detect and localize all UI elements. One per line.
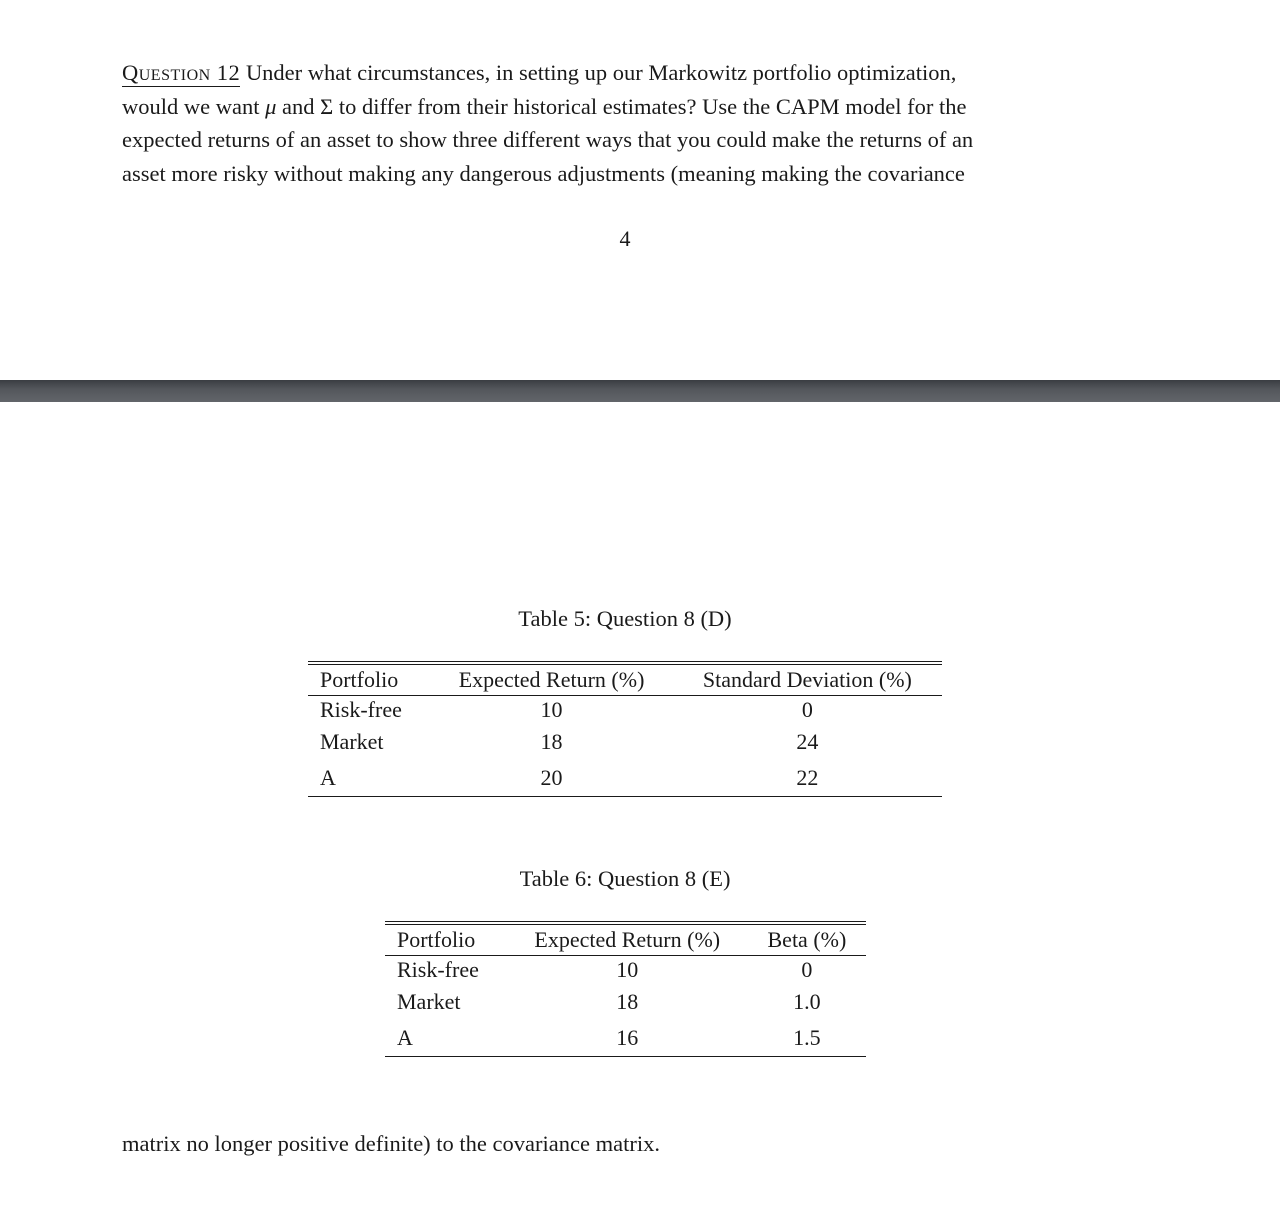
table-cell: Risk-free — [320, 697, 402, 722]
sigma-symbol: Σ — [320, 93, 334, 119]
question-line-3: expected returns of an asset to show three different ways that you could make the returns of an — [122, 127, 974, 152]
table-cell: Risk-free — [397, 957, 479, 982]
table-cell: 22 — [796, 765, 819, 790]
pdf-page-upper — [0, 0, 1280, 380]
question-line-2-pre: would we want — [122, 93, 266, 119]
table-row — [308, 724, 942, 760]
column-header: Portfolio — [308, 663, 430, 696]
table-cell: 24 — [796, 729, 819, 754]
table-cell: Market — [320, 729, 384, 754]
column-header: Expected Return (%) — [430, 663, 672, 696]
table-cell: 10 — [540, 697, 563, 722]
column-header: Beta (%) — [748, 923, 866, 956]
question-label: Question 12 — [122, 60, 241, 85]
column-header: Portfolio — [385, 923, 507, 956]
column-header: Expected Return (%) — [507, 923, 748, 956]
table-cell: A — [320, 765, 336, 790]
table-5-caption: Table 5: Question 8 (D) — [518, 606, 732, 631]
table-row — [308, 760, 942, 797]
table-header-row — [308, 663, 942, 696]
question-line-1: Under what circumstances, in setting up our Markowitz portfolio optimization, — [240, 60, 957, 85]
table-header-row — [385, 923, 866, 956]
question-continuation: matrix no longer positive definite) to the covariance matrix. — [122, 1131, 660, 1156]
table-6 — [385, 921, 866, 1057]
column-header: Standard Deviation (%) — [673, 663, 942, 696]
table-cell: 18 — [616, 989, 639, 1014]
table-row — [385, 1020, 866, 1057]
table-cell: 18 — [540, 729, 563, 754]
table-cell: 0 — [801, 697, 813, 722]
table-cell: 1.0 — [793, 989, 821, 1014]
page-number: 4 — [619, 226, 631, 251]
table-5 — [308, 661, 942, 797]
question-line-2-post: to differ from their historical estimates? Use the CAPM model for the — [333, 93, 967, 119]
table-row — [385, 956, 866, 985]
page-divider — [0, 380, 1280, 402]
question-line-4: asset more risky without making any dangerous adjustments (meaning making the covariance — [122, 160, 965, 186]
table-cell: A — [397, 1025, 413, 1050]
table-cell: 0 — [801, 957, 813, 982]
mu-symbol: μ — [265, 93, 277, 119]
table-cell: 1.5 — [793, 1025, 821, 1050]
table-cell: 10 — [616, 957, 639, 982]
question-paragraph — [122, 56, 1122, 190]
table-cell: 20 — [540, 765, 563, 790]
table-row — [385, 984, 866, 1020]
question-line-2-mid: and — [276, 93, 321, 119]
table-6-caption: Table 6: Question 8 (E) — [519, 866, 731, 891]
table-row — [308, 696, 942, 725]
table-cell: Market — [397, 989, 461, 1014]
table-cell: 16 — [616, 1025, 639, 1050]
